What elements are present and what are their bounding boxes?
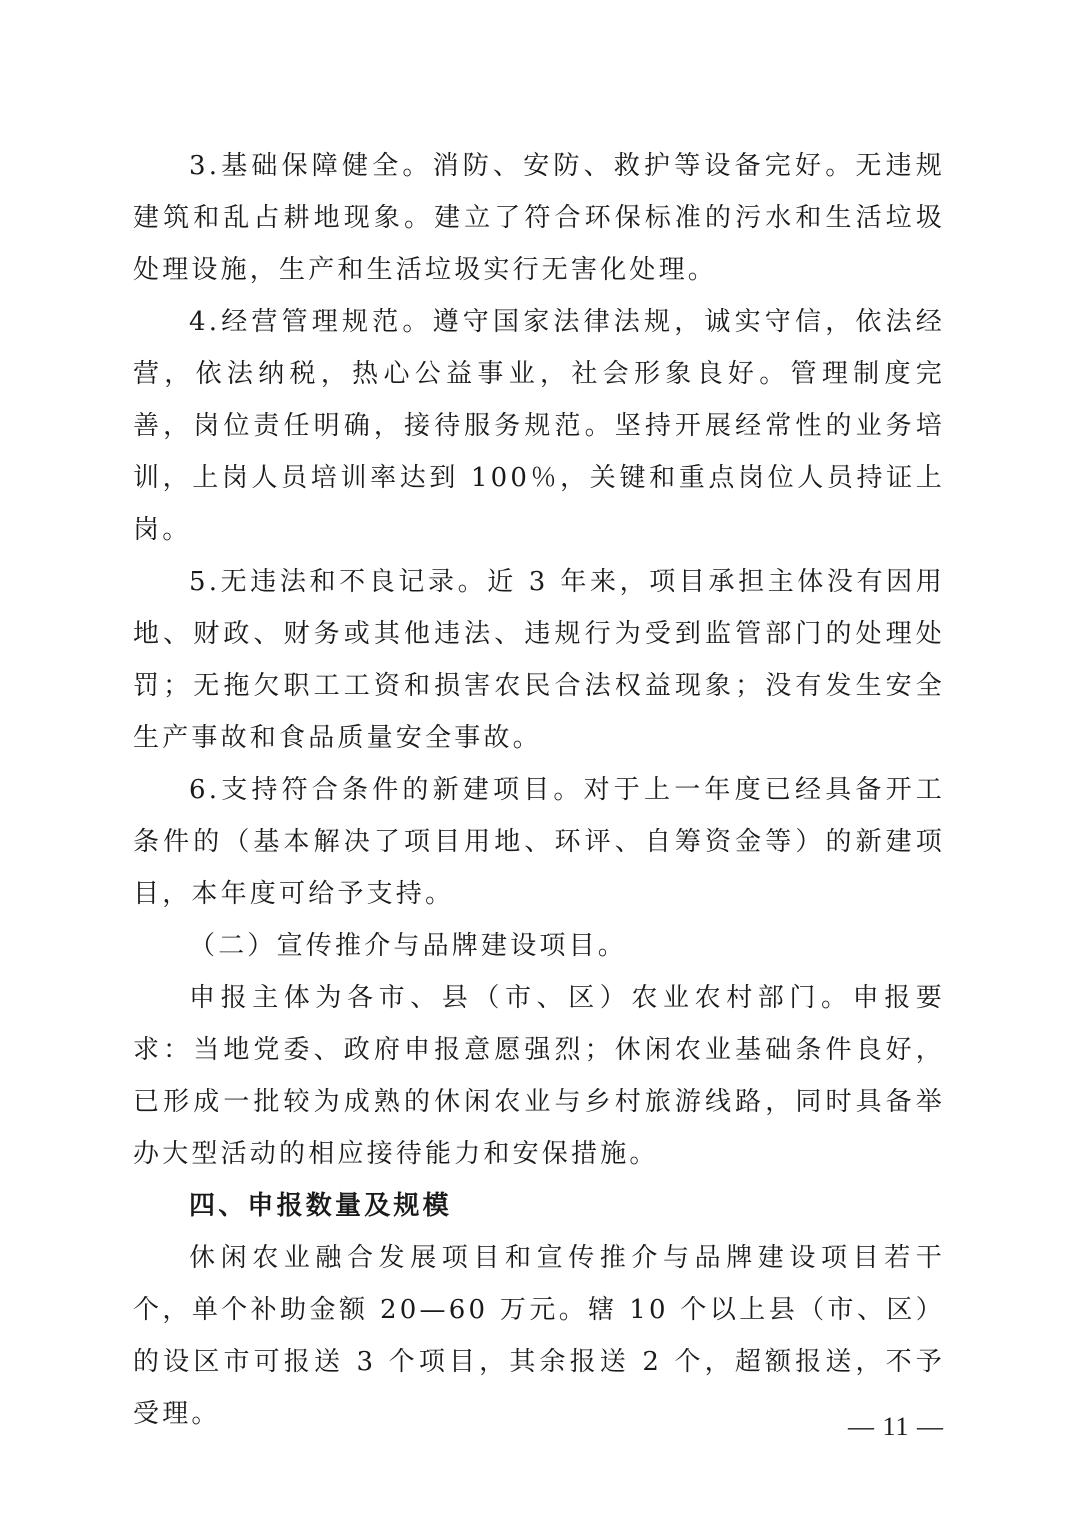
paragraph-quantity-scale: 休闲农业融合发展项目和宣传推介与品牌建设项目若干个，单个补助金额 20—60 万元。辖 10 个以上县（市、区）的设区市可报送 3 个项目，其余报送 2 个，超额报送，不予受理。 bbox=[133, 1243, 945, 1429]
section-heading: 四、申报数量及规模 bbox=[189, 1191, 452, 1221]
subsection-title-promotion: （二）宣传推介与品牌建设项目。 bbox=[189, 931, 628, 961]
document-body bbox=[133, 140, 945, 1440]
paragraph-new-projects: 6.支持符合条件的新建项目。对于上一年度已经具备开工条件的（基本解决了项目用地、环评、自筹资金等）的新建项目，本年度可给予支持。 bbox=[133, 775, 945, 909]
page-number: — 11 — bbox=[847, 1412, 944, 1441]
paragraph-basic-guarantee: 3.基础保障健全。消防、安防、救护等设备完好。无违规建筑和乱占耕地现象。建立了符合环保标准的污水和生活垃圾处理设施，生产和生活垃圾实行无害化处理。 bbox=[133, 151, 945, 285]
paragraph-no-violation: 5.无违法和不良记录。近 3 年来，项目承担主体没有因用地、财政、财务或其他违法、违规行为受到监管部门的处理处罚；无拖欠职工工资和损害农民合法权益现象；没有发生安全生产事故和食品质量安全事故。 bbox=[133, 567, 945, 753]
paragraph-applicant-requirements: 申报主体为各市、县（市、区）农业农村部门。申报要求：当地党委、政府申报意愿强烈；休闲农业基础条件良好，已形成一批较为成熟的休闲农业与乡村旅游线路，同时具备举办大型活动的相应接待能力和安保措施。 bbox=[133, 983, 945, 1169]
paragraph-management: 4.经营管理规范。遵守国家法律法规，诚实守信，依法经营，依法纳税，热心公益事业，社会形象良好。管理制度完善，岗位责任明确，接待服务规范。坚持开展经常性的业务培训，上岗人员培训率达到 100％，关键和重点岗位人员持证上岗。 bbox=[133, 307, 945, 545]
